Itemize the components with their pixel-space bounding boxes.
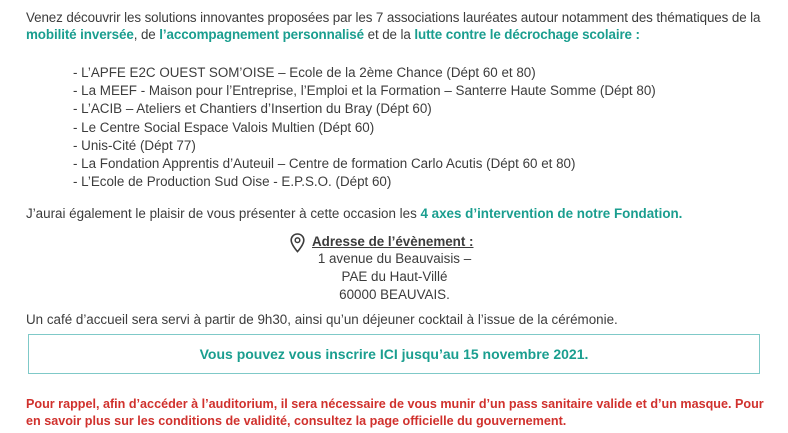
intro-text-2: , de [133,27,160,42]
list-item: - Le Centre Social Espace Valois Multien (Dépt 60) [73,119,375,135]
sanitary-reminder: Pour rappel, afin d’accéder à l’auditorium, il sera nécessaire de vous munir d’un pass sanitaire valide et d’un masque. Pour en savoir plus sur les conditions de validité, consultez la page officielle du gouvernement. [26,397,764,428]
address-line-2: PAE du Haut-Villé [341,269,448,284]
list-item: - Unis-Cité (Dépt 77) [73,137,196,153]
plaisir-paragraph [26,205,786,222]
event-address [290,232,530,304]
list-item: - L’Ecole de Production Sud Oise - E.P.S.O. (Dépt 60) [73,174,392,190]
inscription-link[interactable]: Vous pouvez vous inscrire ICI jusqu’au 15 novembre 2021. [199,346,589,362]
intro-paragraph [26,9,766,43]
address-line-3: 60000 BEAUVAIS. [339,287,450,302]
highlight-decrochage: lutte contre le décrochage scolaire : [414,27,640,42]
address-title: Adresse de l’évènement : [312,234,474,249]
association-list [73,64,773,191]
location-pin-icon [290,233,305,253]
intro-text-3: et de la [364,27,415,42]
highlight-axes: 4 axes d’intervention de notre Fondation. [420,206,683,221]
highlight-mobilite-inversee: mobilité inversée [26,27,134,42]
cafe-paragraph: Un café d’accueil sera servi à partir de 9h30, ainsi qu’un déjeuner cocktail à l’issue de la cérémonie. [26,312,618,327]
plaisir-text: J’aurai également le plaisir de vous présenter à cette occasion les [26,206,421,221]
list-item: - L’ACIB – Ateliers et Chantiers d’Insertion du Bray (Dépt 60) [73,101,432,117]
inscription-box[interactable] [28,334,760,374]
list-item: - L’APFE E2C OUEST SOM’OISE – Ecole de la 2ème Chance (Dépt 60 et 80) [73,65,536,80]
highlight-accompagnement: l’accompagnement personnalisé [159,27,364,42]
intro-text-1: Venez découvrir les solutions innovantes proposées par les 7 associations lauréates autour notamment des thématiques de la [26,10,761,25]
list-item: - La MEEF - Maison pour l’Entreprise, l’Emploi et la Formation – Santerre Haute Somme (Dépt 80) [73,83,656,99]
list-item: - La Fondation Apprentis d’Auteuil – Centre de formation Carlo Acutis (Dépt 60 et 80) [73,156,576,172]
address-line-1: 1 avenue du Beauvaisis – [317,251,472,266]
